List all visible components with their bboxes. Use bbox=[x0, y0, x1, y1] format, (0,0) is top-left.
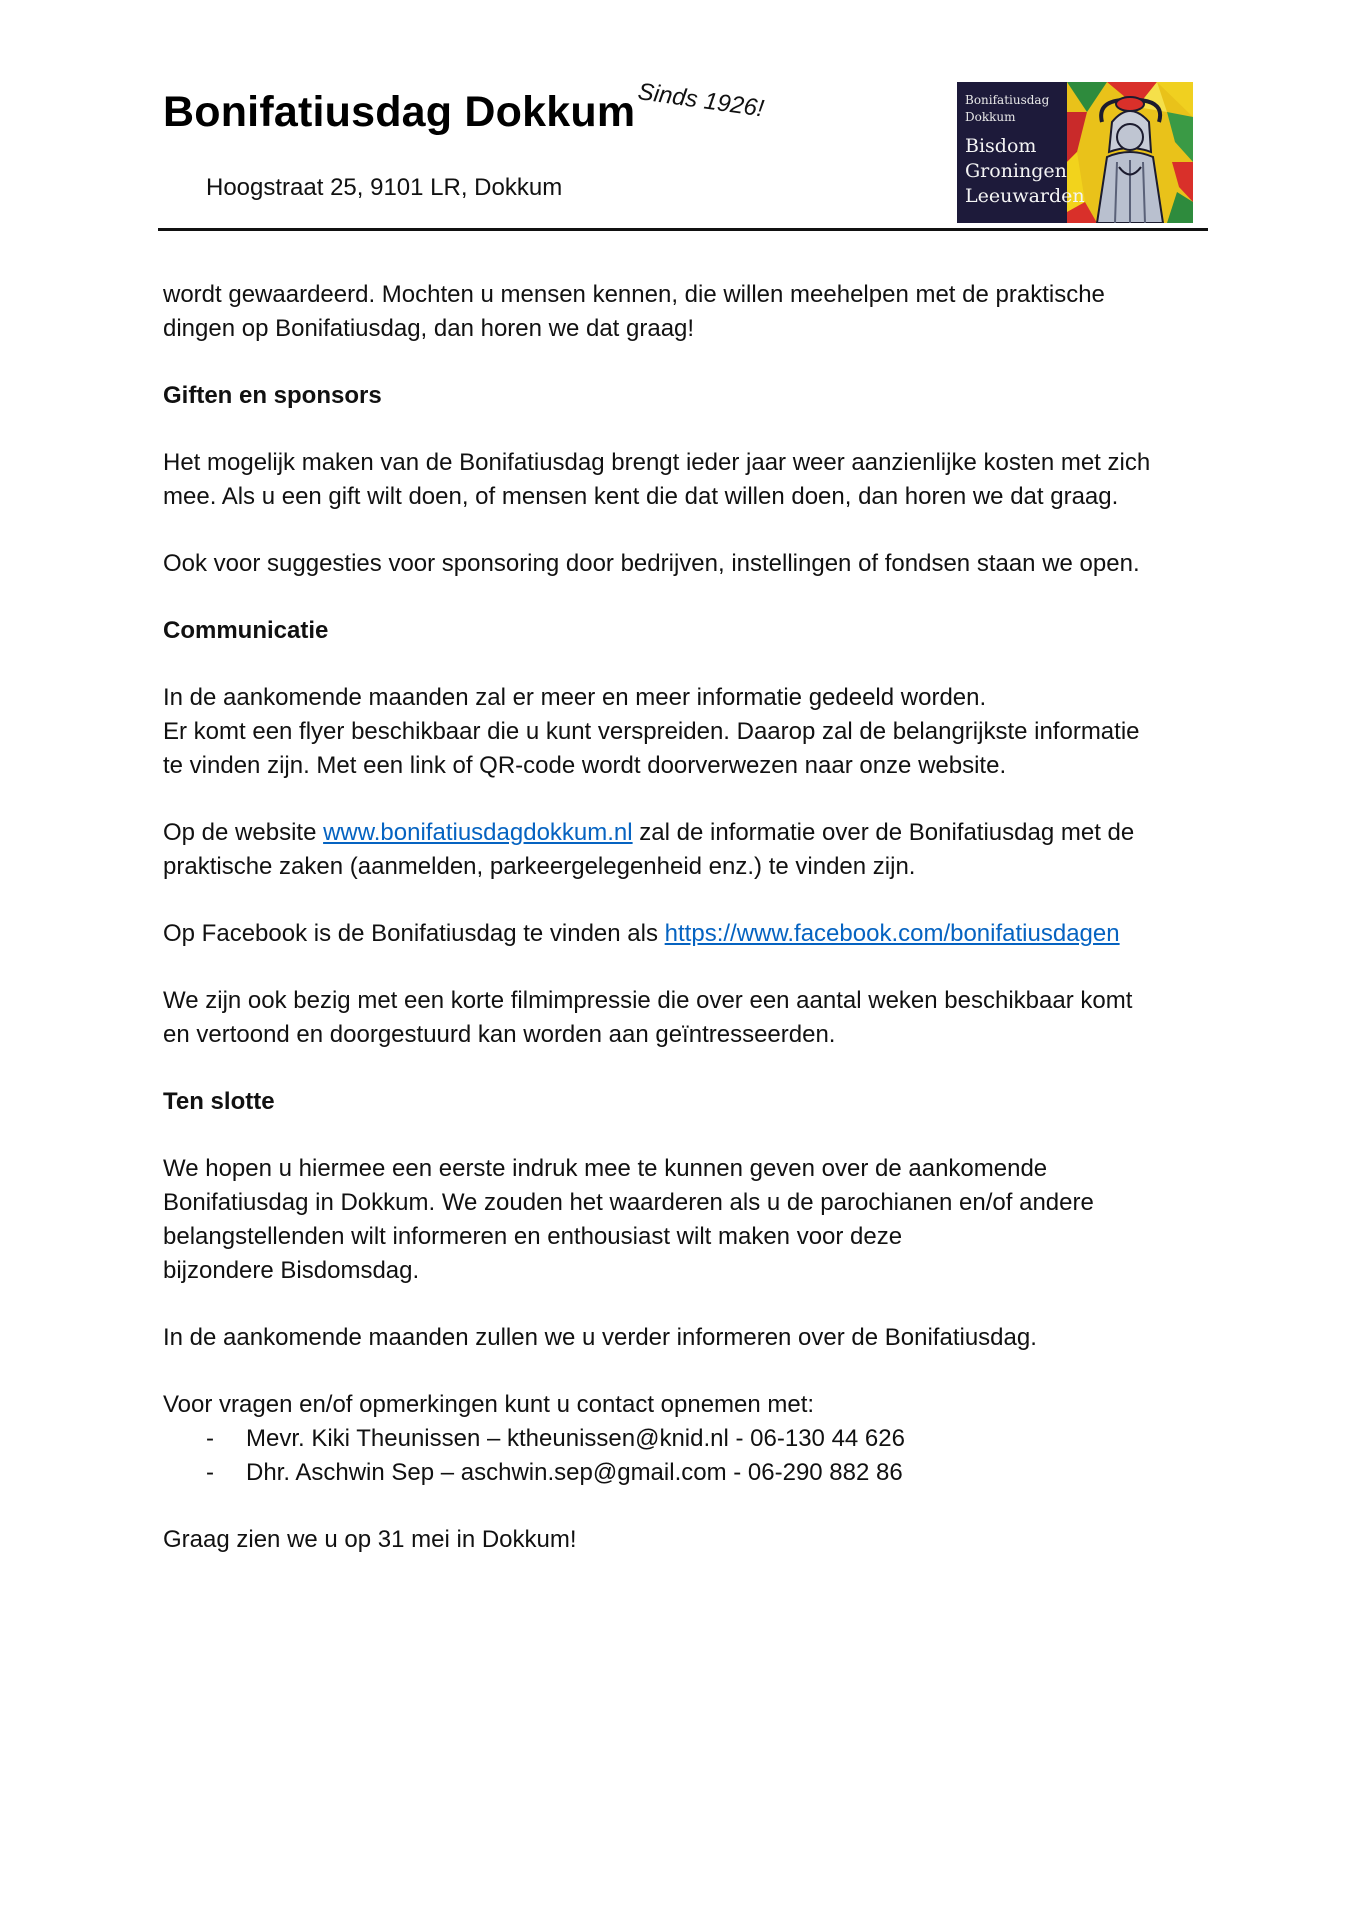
text-line: en vertoond en doorgestuurd kan worden aan geïntresseerden. bbox=[163, 1021, 836, 1048]
text-line: Er komt een flyer beschikbaar die u kunt verspreiden. Daarop zal de belangrijkste informatie bbox=[163, 718, 1140, 745]
text-line: bijzondere Bisdomsdag. bbox=[163, 1257, 420, 1284]
text-line: Het mogelijk maken van de Bonifatiusdag brengt ieder jaar weer aanzienlijke kosten met zich bbox=[163, 449, 1151, 476]
slotte-paragraph bbox=[163, 1152, 1213, 1288]
document-title: Bonifatiusdag Dokkum bbox=[163, 88, 636, 136]
contact-list bbox=[163, 1422, 1213, 1490]
text-line: belangstellenden wilt informeren en enthousiast wilt maken voor deze bbox=[163, 1223, 903, 1250]
header-divider bbox=[158, 228, 1208, 231]
text-line: dingen op Bonifatiusdag, dan horen we dat graag! bbox=[163, 315, 695, 342]
text-line: We hopen u hiermee een eerste indruk mee te kunnen geven over de aankomende bbox=[163, 1155, 1048, 1182]
informeren-paragraph: In de aankomende maanden zullen we u verder informeren over de Bonifatiusdag. bbox=[163, 1324, 1037, 1351]
saint-figure-icon bbox=[1067, 82, 1193, 223]
communicatie-paragraph bbox=[163, 681, 1213, 783]
contact-text: Mevr. Kiki Theunissen – ktheunissen@knid.nl - 06-130 44 626 bbox=[246, 1425, 905, 1452]
logo-text-line: Dokkum bbox=[965, 110, 1016, 124]
logo-text-line: Bisdom bbox=[965, 135, 1037, 157]
facebook-paragraph bbox=[163, 917, 1213, 951]
diocese-logo bbox=[957, 82, 1193, 223]
website-paragraph bbox=[163, 816, 1213, 884]
contact-item bbox=[163, 1422, 1213, 1456]
website-link[interactable]: www.bonifatiusdagdokkum.nl bbox=[323, 819, 633, 846]
text-line: We zijn ook bezig met een korte filmimpressie die over een aantal weken beschikbaar komt bbox=[163, 987, 1133, 1014]
text-line: te vinden zijn. Met een link of QR-code wordt doorverwezen naar onze website. bbox=[163, 752, 1007, 779]
contact-text: Dhr. Aschwin Sep – aschwin.sep@gmail.com - 06-290 882 86 bbox=[246, 1459, 903, 1486]
film-paragraph bbox=[163, 984, 1213, 1052]
text-line: Bonifatiusdag in Dokkum. We zouden het waarderen als u de parochianen en/of andere bbox=[163, 1189, 1094, 1216]
intro-paragraph bbox=[163, 278, 1213, 346]
text-line: wordt gewaardeerd. Mochten u mensen kennen, die willen meehelpen met de praktische bbox=[163, 281, 1105, 308]
list-bullet: - bbox=[206, 1459, 214, 1486]
contact-item bbox=[163, 1456, 1213, 1490]
document-body bbox=[163, 278, 1213, 1590]
list-bullet: - bbox=[206, 1425, 214, 1452]
sponsoring-paragraph: Ook voor suggesties voor sponsoring door bedrijven, instellingen of fondsen staan we open. bbox=[163, 550, 1140, 577]
text-segment: Op de website bbox=[163, 819, 324, 846]
contact-intro: Voor vragen en/of opmerkingen kunt u contact opnemen met: bbox=[163, 1391, 815, 1418]
section-heading-giften: Giften en sponsors bbox=[163, 382, 382, 409]
since-tagline: Sinds 1926! bbox=[636, 78, 766, 123]
section-heading-communicatie: Communicatie bbox=[163, 617, 329, 644]
text-segment: Op Facebook is de Bonifatiusdag te vinden als bbox=[163, 920, 665, 947]
address: Hoogstraat 25, 9101 LR, Dokkum bbox=[206, 174, 563, 201]
text-line: mee. Als u een gift wilt doen, of mensen kent die dat willen doen, dan horen we dat graag. bbox=[163, 483, 1119, 510]
logo-text-line: Groningen bbox=[965, 160, 1067, 182]
text-line: praktische zaken (aanmelden, parkeergelegenheid enz.) te vinden zijn. bbox=[163, 853, 916, 880]
text-line: In de aankomende maanden zal er meer en meer informatie gedeeld worden. bbox=[163, 684, 987, 711]
logo-text-line: Bonifatiusdag bbox=[965, 93, 1050, 107]
giften-paragraph bbox=[163, 446, 1213, 514]
facebook-link[interactable]: https://www.facebook.com/bonifatiusdagen bbox=[664, 920, 1120, 947]
logo-text-line: Leeuwarden bbox=[965, 185, 1085, 207]
closing-line: Graag zien we u op 31 mei in Dokkum! bbox=[163, 1526, 577, 1553]
section-heading-slotte: Ten slotte bbox=[163, 1088, 275, 1115]
text-segment: zal de informatie over de Bonifatiusdag met de bbox=[632, 819, 1135, 846]
